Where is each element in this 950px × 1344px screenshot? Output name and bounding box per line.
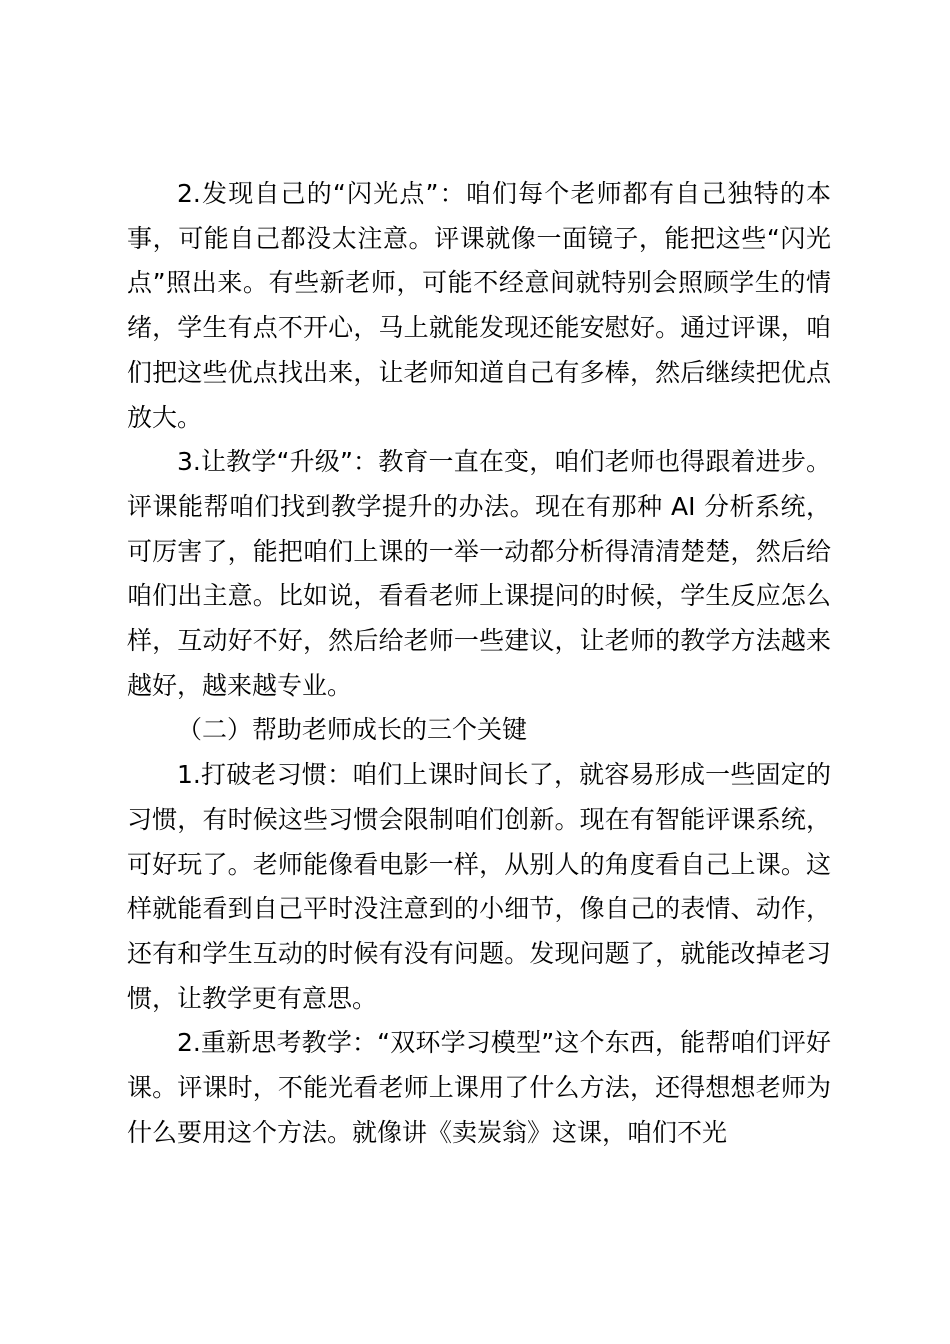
- document-body: [127, 172, 831, 1155]
- paragraph-highlights: 2.发现自己的“闪光点”：咱们每个老师都有自己独特的本事，可能自己都没太注意。评课就像一面镜子，能把这些“闪光点”照出来。有些新老师，可能不经意间就特别会照顾学生的情绪，学生有点不开心，马上就能发现还能安慰好。通过评课，咱们把这些优点找出来，让老师知道自己有多棒，然后继续把优点放大。: [127, 179, 831, 432]
- paragraph-teaching-upgrade: 3.让教学“升级”：教育一直在变，咱们老师也得跟着进步。评课能帮咱们找到教学提升的办法。现在有那种 AI 分析系统，可厉害了，能把咱们上课的一举一动都分析得清清楚楚，然后给咱们出主意。比如说，看看老师上课提问的时候，学生反应怎么样，互动好不好，然后给老师一些建议，让老师的教学方法越来越好，越来越专业。: [127, 447, 831, 700]
- paragraph-rethink-teaching: 2.重新思考教学：“双环学习模型”这个东西，能帮咱们评好课。评课时，不能光看老师上课用了什么方法，还得想想老师为什么要用这个方法。就像讲《卖炭翁》这课，咱们不光: [127, 1028, 831, 1147]
- paragraph-break-habits: 1.打破老习惯：咱们上课时间长了，就容易形成一些固定的习惯，有时候这些习惯会限制咱们创新。现在有智能评课系统，可好玩了。老师能像看电影一样，从别人的角度看自己上课。这样就能看到自己平时没注意到的小细节，像自己的表情、动作，还有和学生互动的时候有没有问题。发现问题了，就能改掉老习惯，让教学更有意思。: [127, 760, 831, 1013]
- section-heading: （二）帮助老师成长的三个关键: [177, 715, 528, 745]
